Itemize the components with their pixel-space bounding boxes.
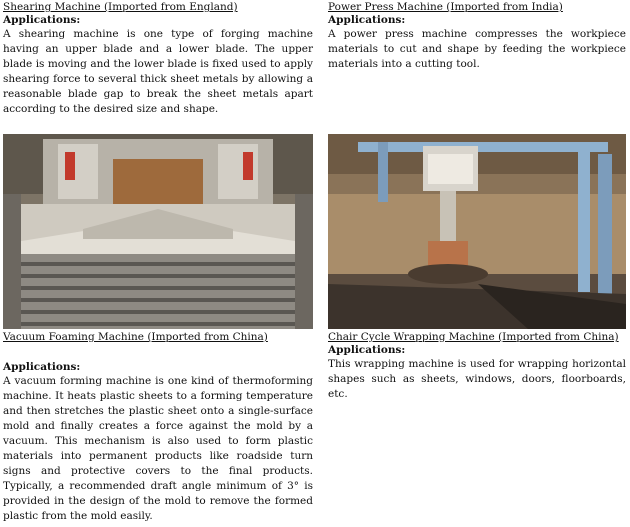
vacuum-forming-machine-photo — [3, 134, 313, 329]
section-text: A vacuum forming machine is one kind of thermoforming machine. It heats plastic sheets to a forming temperature and then stretches the plastic sheet onto a single-surface mold and finally creates a force against the mold by a vacuum. This mechanism is also used to form plastic materials into permanent products like roadside turn signs and protective covers to the final products. Typically, a recommended draft angle minimum of 3° is provided in the design of the mold to remove the formed plastic from the mold easily. — [3, 375, 313, 522]
applications-label: Applications: — [328, 344, 406, 356]
section-title: Power Press Machine (Imported from India) — [328, 1, 563, 13]
applications-label: Applications: — [328, 14, 406, 26]
section-shearing — [3, 1, 313, 117]
section-vacuum-foaming — [3, 331, 313, 524]
section-title: Vacuum Foaming Machine (Imported from China) — [3, 331, 268, 343]
section-title: Chair Cycle Wrapping Machine (Imported from China) — [328, 331, 619, 343]
applications-label: Applications: — [3, 14, 81, 26]
section-wrapping — [328, 331, 626, 402]
section-text: A power press machine compresses the workpiece materials to cut and shape by feeding the workpiece materials into a cutting tool. — [328, 28, 626, 70]
wrapping-machine-photo — [328, 134, 626, 329]
section-power-press — [328, 1, 626, 72]
applications-label: Applications: — [3, 361, 81, 373]
section-text: This wrapping machine is used for wrapping horizontal shapes such as sheets, windows, doors, floorboards, etc. — [328, 358, 626, 400]
section-title: Shearing Machine (Imported from England) — [3, 1, 238, 13]
section-text: A shearing machine is one type of forging machine having an upper blade and a lower blade. The upper blade is moving and the lower blade is fixed used to apply shearing force to several thick sheet metals by allowing a reasonable blade gap to break the sheet metals apart according to the desired size and shape. — [3, 28, 313, 115]
